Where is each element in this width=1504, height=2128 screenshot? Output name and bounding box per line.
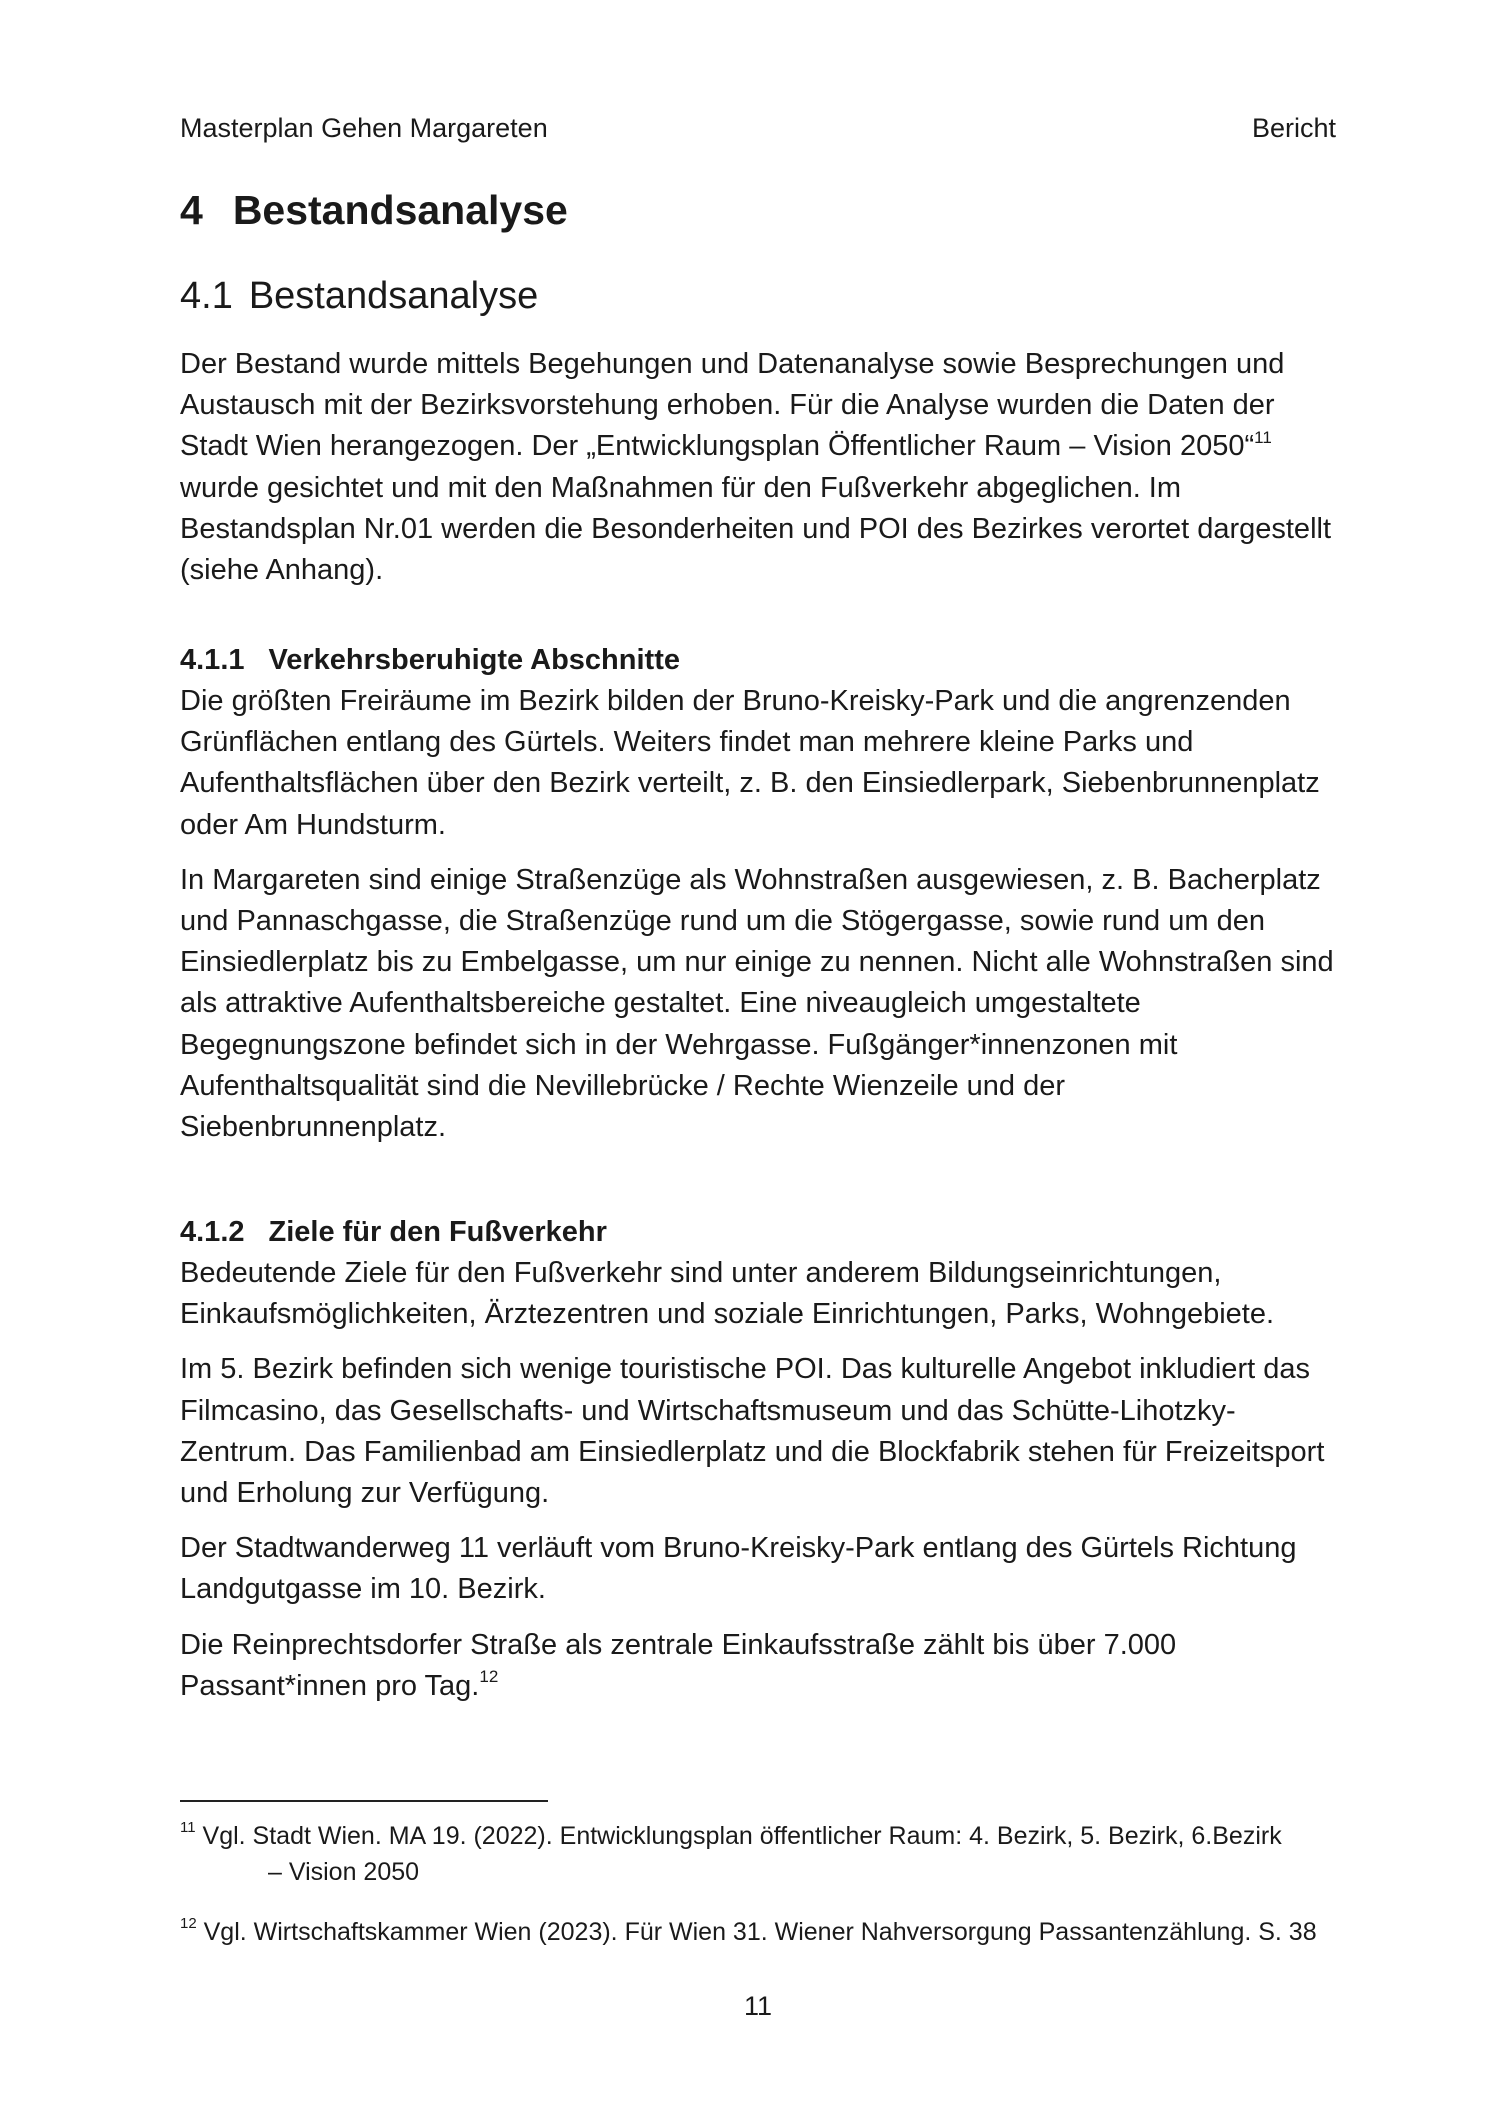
- section-paragraph-text-continued: wurde gesichtet und mit den Maßnahmen für den Fußverkehr abgeglichen. Im Bestandsplan Nr.01 werden die Besonderheiten und POI des Bezirkes verortet dargestellt (siehe Anhang).: [180, 471, 1332, 587]
- section-intro: [180, 344, 1336, 591]
- paragraph-text: Die Reinprechtsdorfer Straße als zentrale Einkaufsstraße zählt bis über 7.000 Passant*innen pro Tag.: [180, 1628, 1177, 1702]
- footnote-mark: 12: [180, 1914, 197, 1932]
- footnote-mark: 11: [180, 1818, 196, 1836]
- paragraph: [180, 1625, 1336, 1707]
- subsection-number: 4.1.2: [180, 1216, 245, 1248]
- footnote-ref-12[interactable]: 12: [479, 1667, 499, 1687]
- header-document-title: Masterplan Gehen Margareten: [180, 113, 548, 143]
- subsection-verkehrsberuhigte-abschnitte: [180, 640, 1336, 1148]
- section-number: 4.1: [180, 275, 233, 317]
- paragraph: Im 5. Bezirk befinden sich wenige touristische POI. Das kulturelle Angebot inkludiert das Filmcasino, das Gesellschafts- und Wirtschaftsmuseum und das Schütte-Lihotzky-Zentrum. Das Familienbad am Einsiedlerplatz und die Blockfabrik stehen für Freizeitsport und Erholung zur Verfügung.: [180, 1353, 1325, 1510]
- section-heading: [180, 270, 538, 322]
- section-title: Bestandsanalyse: [248, 275, 539, 317]
- footnote-12: [180, 1914, 1336, 1950]
- subsection-title: Verkehrsberuhigte Abschnitte: [268, 644, 680, 676]
- paragraph: In Margareten sind einige Straßenzüge als Wohnstraßen ausgewiesen, z. B. Bacherplatz und Pannaschgasse, die Straßenzüge rund um die Stögergasse, sowie rund um den Einsiedlerplatz bis zu Embelgasse, um nur einige zu nennen. Nicht alle Wohnstraßen sind als attraktive Aufenthaltsbereiche gestaltet. Eine niveaugleich umgestaltete Begegnungszone befindet sich in der Wehrgasse. Fußgänger*innenzonen mit Aufenthaltsqualität sind die Nevillebrücke / Rechte Wienzeile und der Siebenbrunnenplatz.: [180, 863, 1334, 1144]
- header-document-type: Bericht: [1251, 113, 1336, 143]
- subsection-heading: [180, 640, 1336, 681]
- section-paragraph-text: Der Bestand wurde mittels Begehungen und Datenanalyse sowie Besprechungen und Austausch mit der Bezirksvorstehung erhoben. Für die Analyse wurden die Daten der Stadt Wien herangezogen. Der „Entwicklungsplan Öffentlicher Raum – Vision 2050“: [180, 348, 1285, 463]
- subsection-title: Ziele für den Fußverkehr: [268, 1216, 607, 1248]
- chapter-heading: [180, 182, 568, 238]
- document-page: [180, 0, 1336, 2128]
- footnote-11: [180, 1818, 1336, 1890]
- footnote-text: Vgl. Wirtschaftskammer Wien (2023). Für Wien 31. Wiener Nahversorgung Passantenzählung. S. 38: [196, 1918, 1317, 1946]
- footnote-text-continued: – Vision 2050: [268, 1858, 420, 1886]
- subsection-heading: [180, 1212, 1336, 1253]
- chapter-title: Bestandsanalyse: [232, 187, 568, 233]
- chapter-number: 4: [180, 187, 203, 233]
- footnote-separator: [180, 1800, 548, 1802]
- paragraph: Der Stadtwanderweg 11 verläuft vom Bruno-Kreisky-Park entlang des Gürtels Richtung Landgutgasse im 10. Bezirk.: [180, 1532, 1297, 1606]
- footnote-text: Vgl. Stadt Wien. MA 19. (2022). Entwicklungsplan öffentlicher Raum: 4. Bezirk, 5. Bezirk, 6.Bezirk: [195, 1822, 1282, 1850]
- running-header: [180, 110, 1336, 146]
- footnote-ref-11[interactable]: 11: [1254, 427, 1272, 447]
- section-paragraph: [180, 344, 1336, 591]
- subsection-ziele-fussverkehr: [180, 1212, 1336, 1707]
- paragraph: Die größten Freiräume im Bezirk bilden der Bruno-Kreisky-Park und die angrenzenden Grünflächen entlang des Gürtels. Weiters findet man mehrere kleine Parks und Aufenthaltsflächen über den Bezirk verteilt, z. B. den Einsiedlerpark, Siebenbrunnenplatz oder Am Hundsturm.: [180, 685, 1320, 841]
- paragraph: Bedeutende Ziele für den Fußverkehr sind unter anderem Bildungseinrichtungen, Einkaufsmöglichkeiten, Ärztezentren und soziale Einrichtungen, Parks, Wohngebiete.: [180, 1257, 1275, 1331]
- subsection-number: 4.1.1: [180, 644, 245, 676]
- page-number: 11: [743, 1991, 773, 2021]
